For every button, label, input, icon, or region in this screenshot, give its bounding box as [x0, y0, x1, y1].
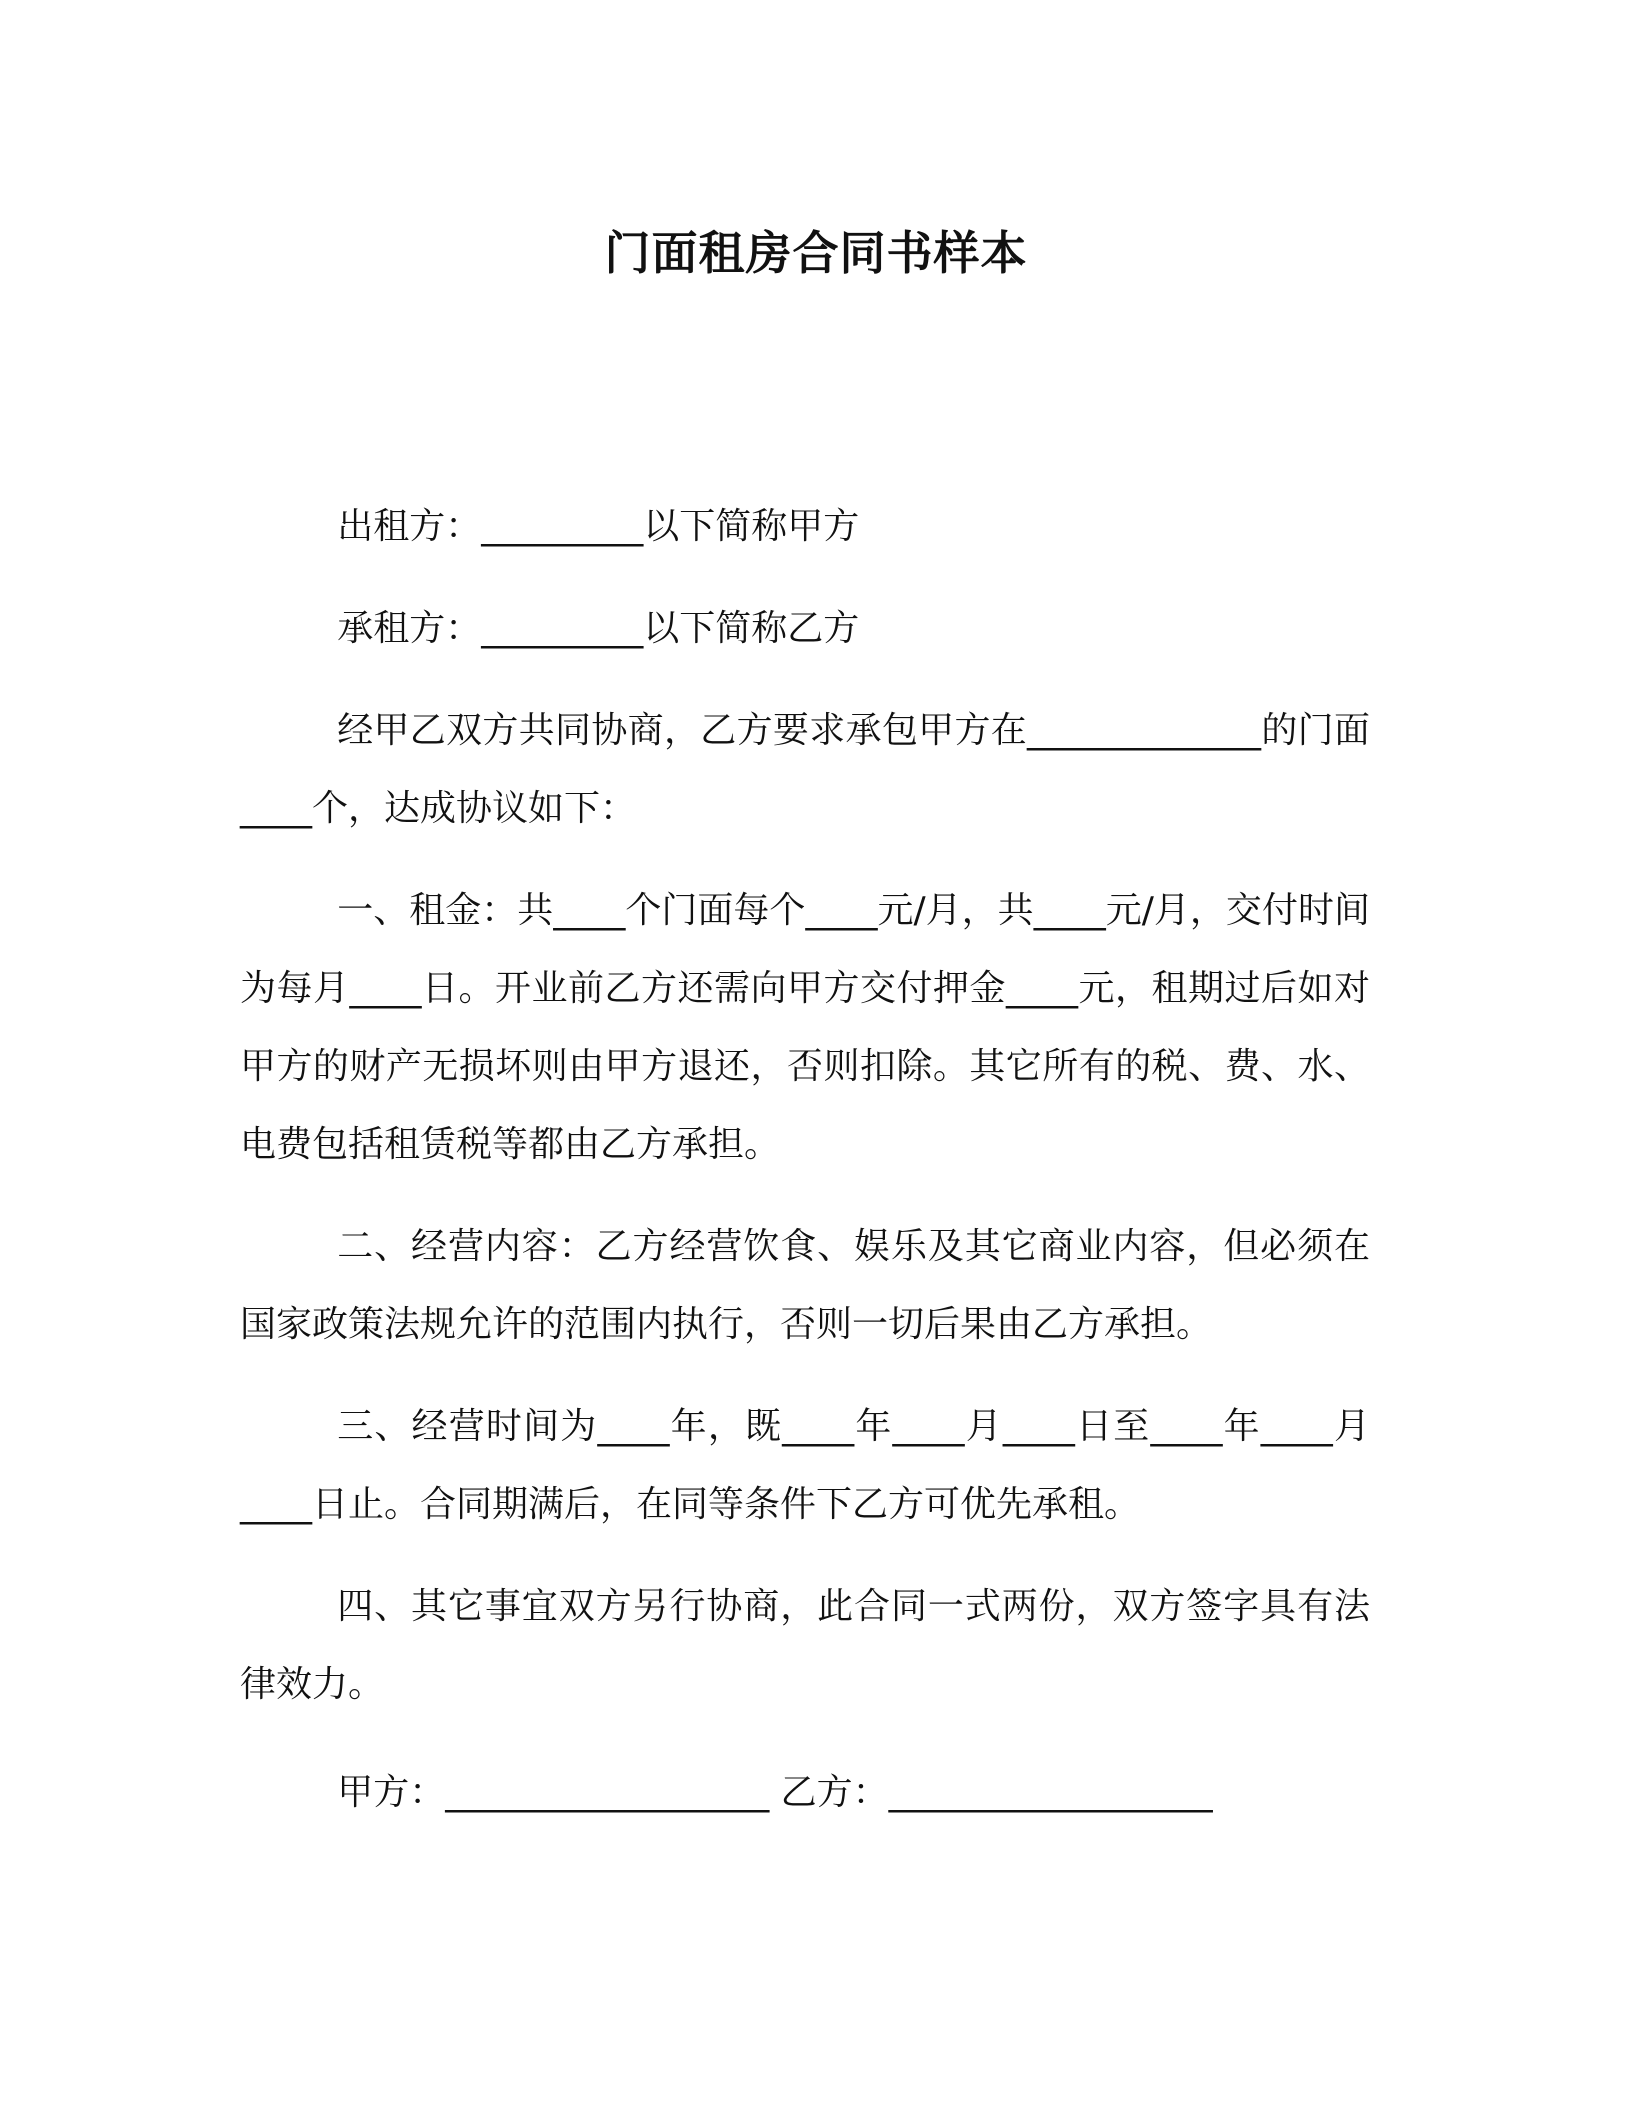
clause-business-period: 三、经营时间为____年，既____年____月____日至____年____月____日止。合同期满后，在同等条件下乙方可优先承租。: [240, 1406, 1370, 1525]
agreement-intro: 经甲乙双方共同协商，乙方要求承包甲方在_____________的门面____个，达成协议如下：: [240, 710, 1370, 829]
document-body: [240, 488, 1370, 1868]
lessor-line: 出租方：_________以下简称甲方: [337, 506, 860, 547]
signature-line: 甲方：__________________ 乙方：__________________: [337, 1772, 1213, 1813]
document-title: 门面租房合同书样本: [604, 226, 1028, 280]
clause-rent: 一、租金：共____个门面每个____元/月，共____元/月，交付时间为每月____日。开业前乙方还需向甲方交付押金____元，租期过后如对甲方的财产无损坏则由甲方退还，否则扣除。其它所有的税、费、水、电费包括租赁税等都由乙方承担。: [240, 890, 1370, 1165]
clause-other-matters: 四、其它事宜双方另行协商，此合同一式两份，双方签字具有法律效力。: [240, 1586, 1370, 1705]
clause-business-content: 二、经营内容：乙方经营饮食、娱乐及其它商业内容，但必须在国家政策法规允许的范围内执行，否则一切后果由乙方承担。: [240, 1226, 1370, 1345]
lessee-line: 承租方：_________以下简称乙方: [337, 608, 860, 649]
